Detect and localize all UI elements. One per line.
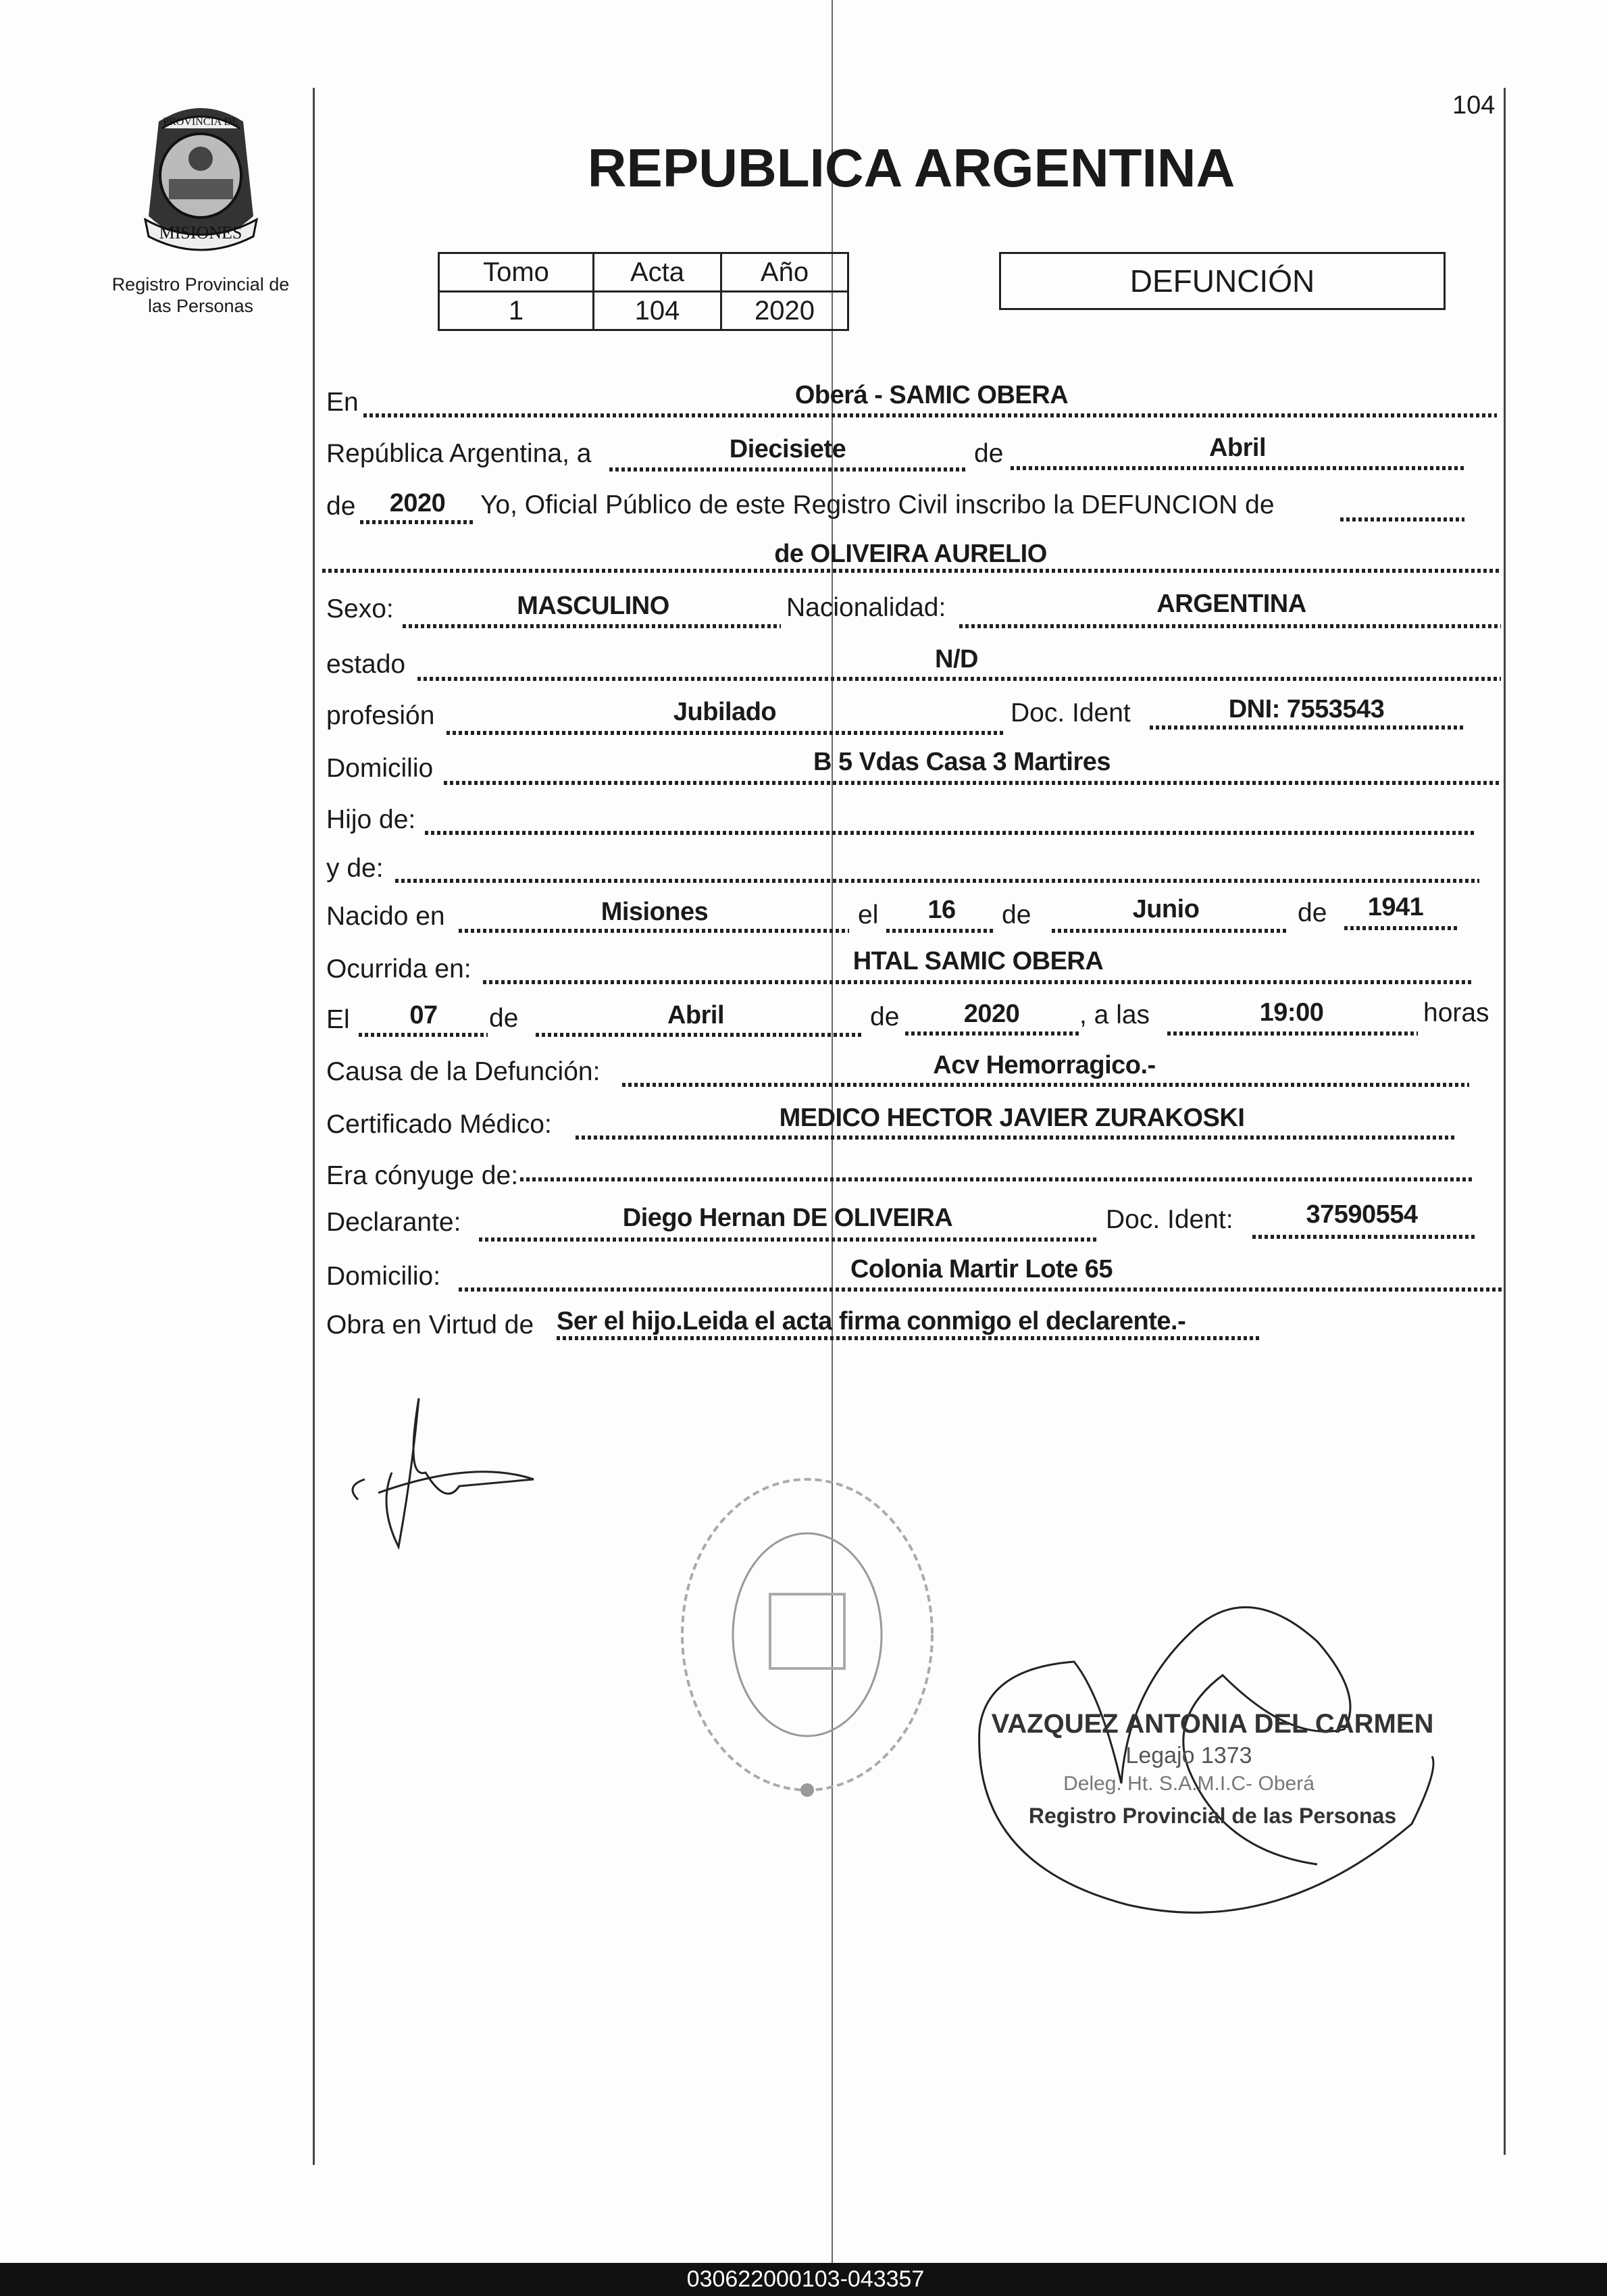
dotted-line xyxy=(447,731,1003,735)
inscribo-text: Yo, Oficial Público de este Registro Civil inscribo la DEFUNCION de xyxy=(480,490,1275,519)
declarant-signature xyxy=(338,1392,554,1554)
dotted-line xyxy=(363,413,1497,417)
de-label: de xyxy=(870,1002,900,1031)
page-title: REPUBLICA ARGENTINA xyxy=(587,138,1235,198)
profesion-value: Jubilado xyxy=(673,698,777,726)
acta-value: 104 xyxy=(594,292,721,330)
domicilio-label-2: Domicilio: xyxy=(326,1262,441,1291)
a-las-label: , a las xyxy=(1079,1000,1150,1029)
misiones-coat-of-arms-logo xyxy=(132,101,270,263)
stamp-office: Deleg. Ht. S.A.M.I.C- Oberá xyxy=(1063,1772,1315,1795)
dotted-line xyxy=(622,1083,1469,1087)
obra-label: Obra en Virtud de xyxy=(326,1310,534,1340)
dotted-line xyxy=(1344,926,1457,930)
dotted-line xyxy=(905,1031,1079,1036)
dotted-line xyxy=(576,1136,1457,1140)
declarante-value: Diego Hernan DE OLIVEIRA xyxy=(622,1204,953,1232)
dotted-line xyxy=(557,1336,1260,1340)
day-value: Diecisiete xyxy=(729,435,846,463)
horas-label: horas xyxy=(1423,998,1489,1027)
acta-table xyxy=(438,252,849,331)
sexo-label: Sexo: xyxy=(326,594,394,623)
page-number: 104 xyxy=(1452,91,1496,120)
death-month: Abril xyxy=(667,1001,725,1029)
dotted-line xyxy=(425,831,1476,835)
de-label: de xyxy=(326,492,356,521)
dotted-line xyxy=(1150,725,1464,730)
svg-text:PROVINCIA DE: PROVINCIA DE xyxy=(163,116,238,128)
causa-label: Causa de la Defunción: xyxy=(326,1057,601,1086)
certificado-value: MEDICO HECTOR JAVIER ZURAKOSKI xyxy=(779,1104,1245,1132)
domicilio-value: B 5 Vdas Casa 3 Martires xyxy=(813,748,1111,776)
de-label: de xyxy=(489,1004,519,1033)
de-label: de xyxy=(1002,900,1031,929)
month-value: Abril xyxy=(1208,434,1267,462)
right-margin-line xyxy=(1504,88,1506,2155)
y-de-label: y de: xyxy=(326,854,384,883)
deceased-name: de OLIVEIRA AURELIO xyxy=(774,540,1047,568)
official-seal xyxy=(672,1452,956,1831)
en-label: En xyxy=(326,388,359,417)
dotted-line xyxy=(959,624,1501,628)
declarante-label: Declarante: xyxy=(326,1208,461,1237)
dotted-line xyxy=(322,569,1501,573)
stamp-legajo: Legajo 1373 xyxy=(1125,1743,1252,1768)
registry-line-1: Registro Provincial de xyxy=(111,274,290,295)
death-time: 19:00 xyxy=(1259,998,1324,1027)
dotted-line xyxy=(417,677,1501,681)
de-label: de xyxy=(974,439,1004,468)
republica-label: República Argentina, a xyxy=(326,439,592,468)
dotted-line xyxy=(886,929,996,933)
ocurrida-value: HTAL SAMIC OBERA xyxy=(852,947,1104,975)
obra-value: Ser el hijo.Leida el acta firma conmigo el declarente.- xyxy=(557,1307,1186,1335)
birthplace-value: Misiones xyxy=(601,898,709,926)
dotted-line xyxy=(444,781,1501,785)
svg-text:MISIONES: MISIONES xyxy=(159,223,243,243)
nacionalidad-value: ARGENTINA xyxy=(1156,590,1306,618)
death-year: 2020 xyxy=(963,1000,1020,1028)
tomo-value: 1 xyxy=(439,292,594,330)
doc-ident-label-2: Doc. Ident: xyxy=(1106,1205,1233,1234)
doc-ident-label: Doc. Ident xyxy=(1011,698,1131,728)
official-signature xyxy=(966,1473,1479,1932)
death-day: 07 xyxy=(409,1001,438,1029)
dotted-line xyxy=(459,1287,1504,1292)
stamp-official-name: VAZQUEZ ANTONIA DEL CARMEN xyxy=(991,1709,1434,1739)
ano-value: 2020 xyxy=(721,292,848,330)
dotted-line xyxy=(479,1238,1098,1242)
domicilio-value-2: Colonia Martir Lote 65 xyxy=(850,1255,1113,1283)
place-value: Oberá - SAMIC OBERA xyxy=(794,381,1069,409)
dotted-line xyxy=(520,1177,1472,1181)
left-margin-line xyxy=(313,88,315,2165)
el-label: el xyxy=(858,900,879,929)
document-type-box: DEFUNCIÓN xyxy=(999,252,1446,310)
doc-ident-value-2: 37590554 xyxy=(1306,1200,1418,1229)
birth-day: 16 xyxy=(927,896,956,924)
dotted-line xyxy=(359,1033,488,1037)
dotted-line xyxy=(483,980,1472,984)
dotted-line xyxy=(1252,1235,1476,1239)
dotted-line xyxy=(536,1033,864,1037)
el-label: El xyxy=(326,1005,350,1034)
dotted-line xyxy=(360,520,473,524)
ocurrida-label: Ocurrida en: xyxy=(326,954,471,984)
header-acta: Acta xyxy=(594,253,721,292)
dotted-line xyxy=(1052,929,1289,933)
nacido-label: Nacido en xyxy=(326,902,445,931)
domicilio-label: Domicilio xyxy=(326,754,434,783)
dotted-line xyxy=(403,624,781,628)
birth-year: 1941 xyxy=(1367,893,1424,921)
registry-line-2: las Personas xyxy=(147,296,254,316)
sexo-value: MASCULINO xyxy=(517,592,669,620)
dotted-line xyxy=(395,879,1479,883)
de-label: de xyxy=(1298,898,1327,927)
conyuge-label: Era cónyuge de: xyxy=(326,1161,519,1190)
causa-value: Acv Hemorragico.- xyxy=(933,1051,1156,1079)
header-ano: Año xyxy=(721,253,848,292)
dotted-line xyxy=(1167,1031,1418,1036)
estado-value: N/D xyxy=(935,645,978,673)
registry-caption xyxy=(112,274,290,317)
year-value: 2020 xyxy=(389,489,446,517)
hijo-label: Hijo de: xyxy=(326,805,416,834)
doc-ident-value: DNI: 7553543 xyxy=(1228,695,1385,723)
profesion-label: profesión xyxy=(326,701,435,730)
nacionalidad-label: Nacionalidad: xyxy=(786,593,946,622)
stamp-registry: Registro Provincial de las Personas xyxy=(1028,1804,1397,1828)
document-code-bar: 030622000103-043357 xyxy=(0,2263,1607,2296)
header-tomo: Tomo xyxy=(439,253,594,292)
dotted-line xyxy=(1011,466,1464,470)
dotted-line xyxy=(1340,517,1464,521)
estado-label: estado xyxy=(326,650,406,679)
birth-month: Junio xyxy=(1132,895,1200,923)
dotted-line xyxy=(609,467,967,471)
certificado-label: Certificado Médico: xyxy=(326,1110,552,1139)
dotted-line xyxy=(459,929,849,933)
